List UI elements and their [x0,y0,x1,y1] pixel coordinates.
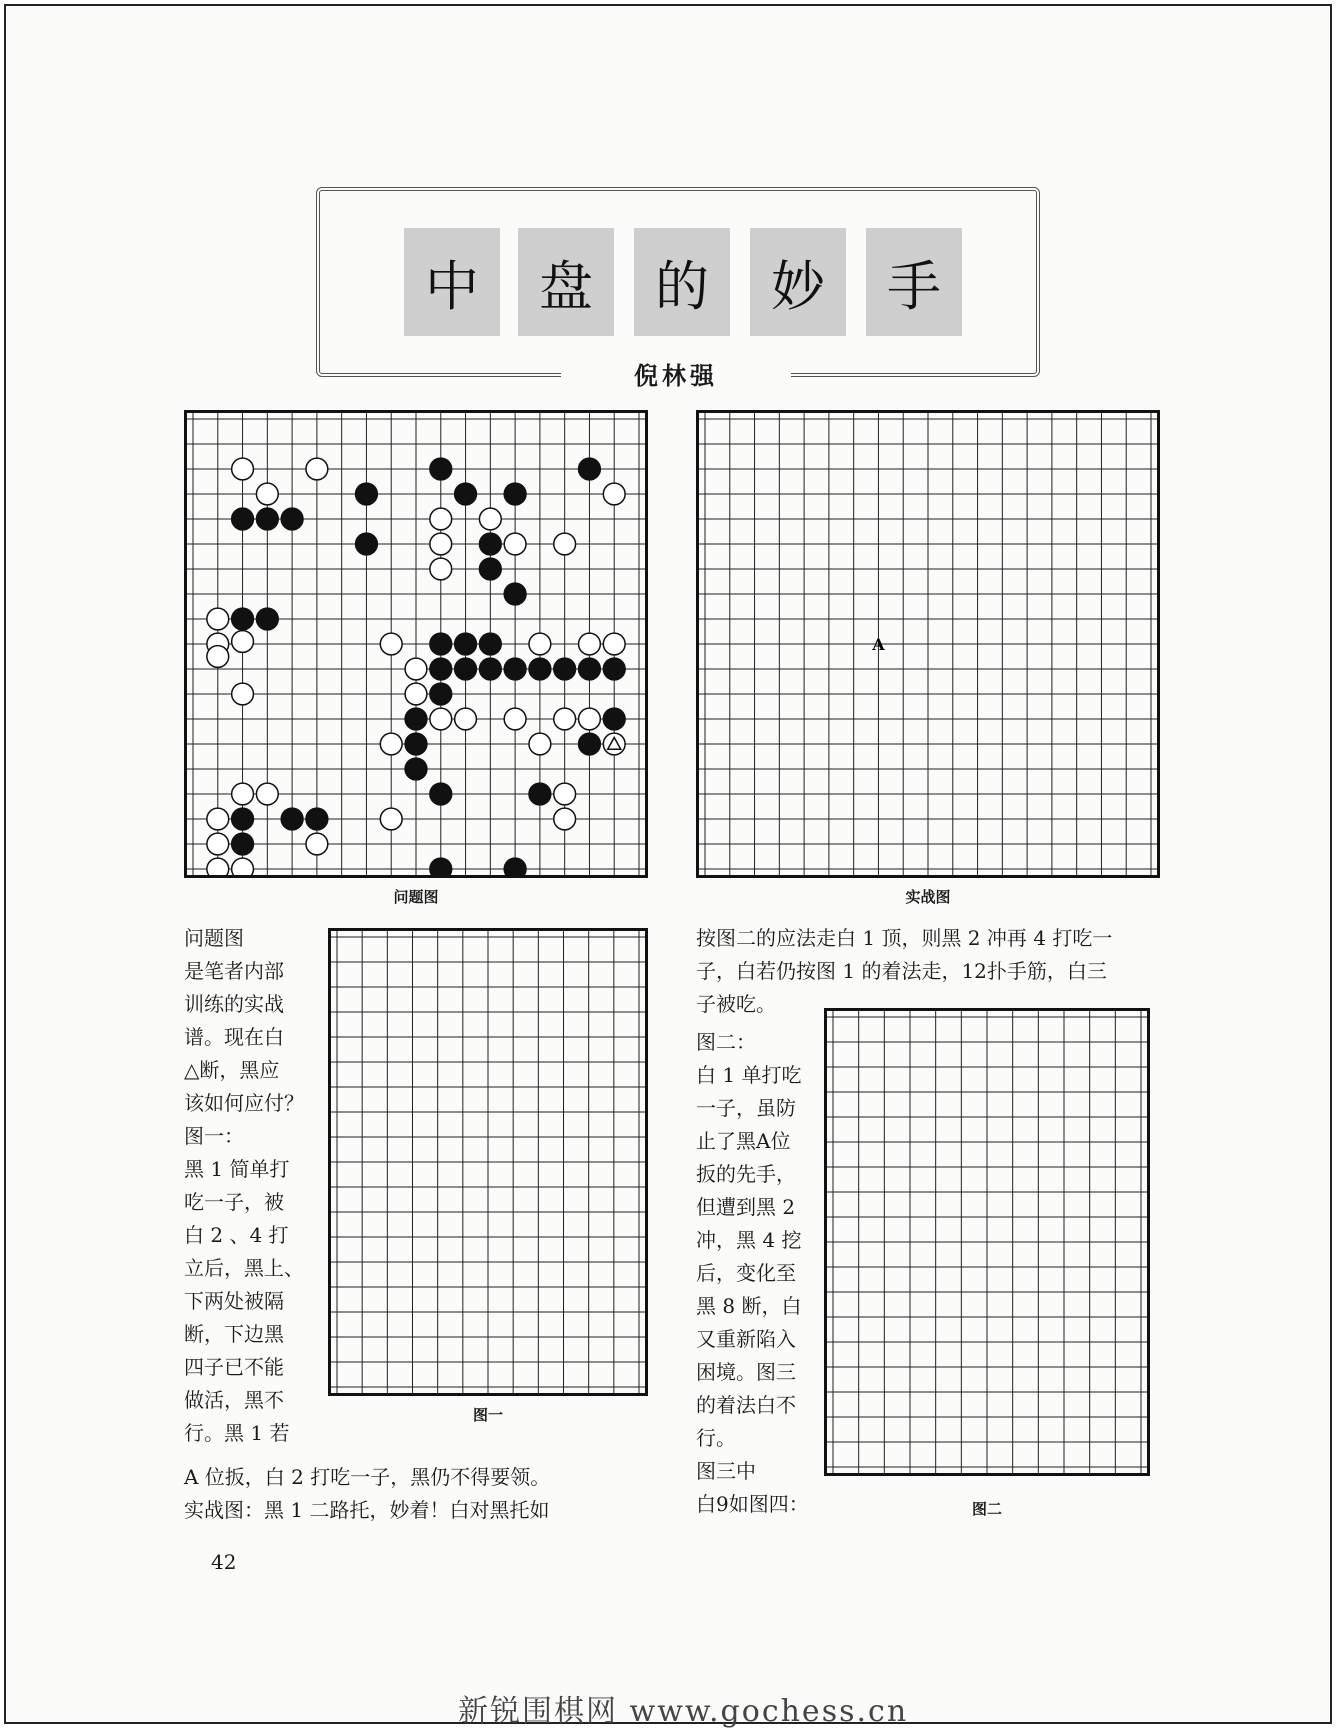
black-stone [232,833,254,855]
black-stone [232,508,254,530]
title-char-3: 的 [634,228,730,336]
white-stone [306,458,328,480]
white-stone [207,646,229,668]
black-stone [232,608,254,630]
white-stone [405,683,427,705]
black-stone [430,458,452,480]
footer-watermark: 新锐围棋网 www.gochess.cn [458,1694,909,1729]
white-stone [380,808,402,830]
white-stone [430,508,452,530]
black-stone [256,608,278,630]
white-stone [232,683,254,705]
black-stone [405,733,427,755]
right-top-text: 按图二的应法走白 1 顶，则黑 2 冲再 4 打吃一 子，白若仍按图 1 的着法走，12扑手筋，白三 子被吃。 [696,926,1113,1016]
black-stone [603,708,625,730]
black-stone [504,658,526,680]
white-stone [232,783,254,805]
white-stone [554,708,576,730]
white-stone [603,633,625,655]
board-fig1 [328,928,648,1396]
left-bottom-text-2: 实战图：黑 1 二路托，妙着！白对黑托如 [184,1498,550,1522]
black-stone [455,483,477,505]
black-stone [579,733,601,755]
white-stone [554,783,576,805]
board-problem [184,410,648,878]
left-bottom-text-1: A 位扳，白 2 打吃一子，黑仍不得要领。 [184,1465,551,1489]
black-stone [430,633,452,655]
white-stone [430,533,452,555]
title-char-2: 盘 [518,228,614,336]
black-stone [529,658,551,680]
black-stone [405,758,427,780]
white-stone [207,808,229,830]
white-stone [529,733,551,755]
white-stone [256,783,278,805]
black-stone [504,483,526,505]
black-stone [479,558,501,580]
white-stone [603,483,625,505]
caption-actual: 实战图 [905,888,951,906]
black-stone [356,533,378,555]
board-point-label: A [872,635,885,654]
author: 倪林强 [561,358,791,394]
black-stone [603,658,625,680]
black-stone [430,658,452,680]
black-stone [455,658,477,680]
white-stone [207,858,229,875]
white-stone [529,633,551,655]
right-column-text: 图二： 白 1 单打吃 一子，虽防 止了黑A位 扳的先手， 但遭到黑 2 冲，黑 4 挖 后，变化至 黑 8 断，白 又重新陷入 困境。图三 的着法白不 行。 图三中 白9如图四： [696,1030,809,1516]
white-stone [207,833,229,855]
white-stone [479,508,501,530]
white-stone [256,483,278,505]
white-stone [232,858,254,875]
white-stone [579,633,601,655]
white-stone [579,708,601,730]
black-stone [256,508,278,530]
white-stone [430,708,452,730]
white-stone [207,608,229,630]
white-stone [430,558,452,580]
board-actual [696,410,1160,878]
caption-fig2: 图二 [971,1500,1002,1518]
black-stone [430,858,452,875]
black-stone [479,633,501,655]
black-stone [430,783,452,805]
white-stone [405,658,427,680]
page-number: 42 [211,1550,237,1574]
black-stone [504,858,526,875]
black-stone [306,808,328,830]
white-stone [554,533,576,555]
left-column-text: 问题图 是笔者内部 训练的实战 谱。现在白 △断，黑应 该如何应付？ 图一： 黑 1 简单打 吃一子，被 白 2 、4 打 立后，黑上、 下两处被隔 断，下边黑 四子已不能 做活，黑不 行。黑 1 若 [184,926,304,1445]
caption-problem: 问题图 [393,888,439,906]
white-stone [504,708,526,730]
black-stone [579,458,601,480]
black-stone [479,533,501,555]
black-stone [579,658,601,680]
black-stone [455,633,477,655]
title-char-4: 妙 [750,228,846,336]
white-stone [306,833,328,855]
black-stone [504,583,526,605]
white-stone [455,708,477,730]
black-stone [430,683,452,705]
black-stone [232,808,254,830]
black-stone [281,508,303,530]
black-stone [281,808,303,830]
white-stone [554,808,576,830]
title-char-1: 中 [404,228,500,336]
white-stone [380,733,402,755]
white-stone [380,633,402,655]
black-stone [529,783,551,805]
black-stone [405,708,427,730]
black-stone [554,658,576,680]
page [4,4,1332,1729]
white-stone [232,458,254,480]
white-stone [504,533,526,555]
black-stone [356,483,378,505]
caption-fig1: 图一 [472,1406,503,1424]
title-char-5: 手 [866,228,962,336]
black-stone [479,658,501,680]
white-stone [232,631,254,653]
board-fig2 [824,1008,1150,1476]
